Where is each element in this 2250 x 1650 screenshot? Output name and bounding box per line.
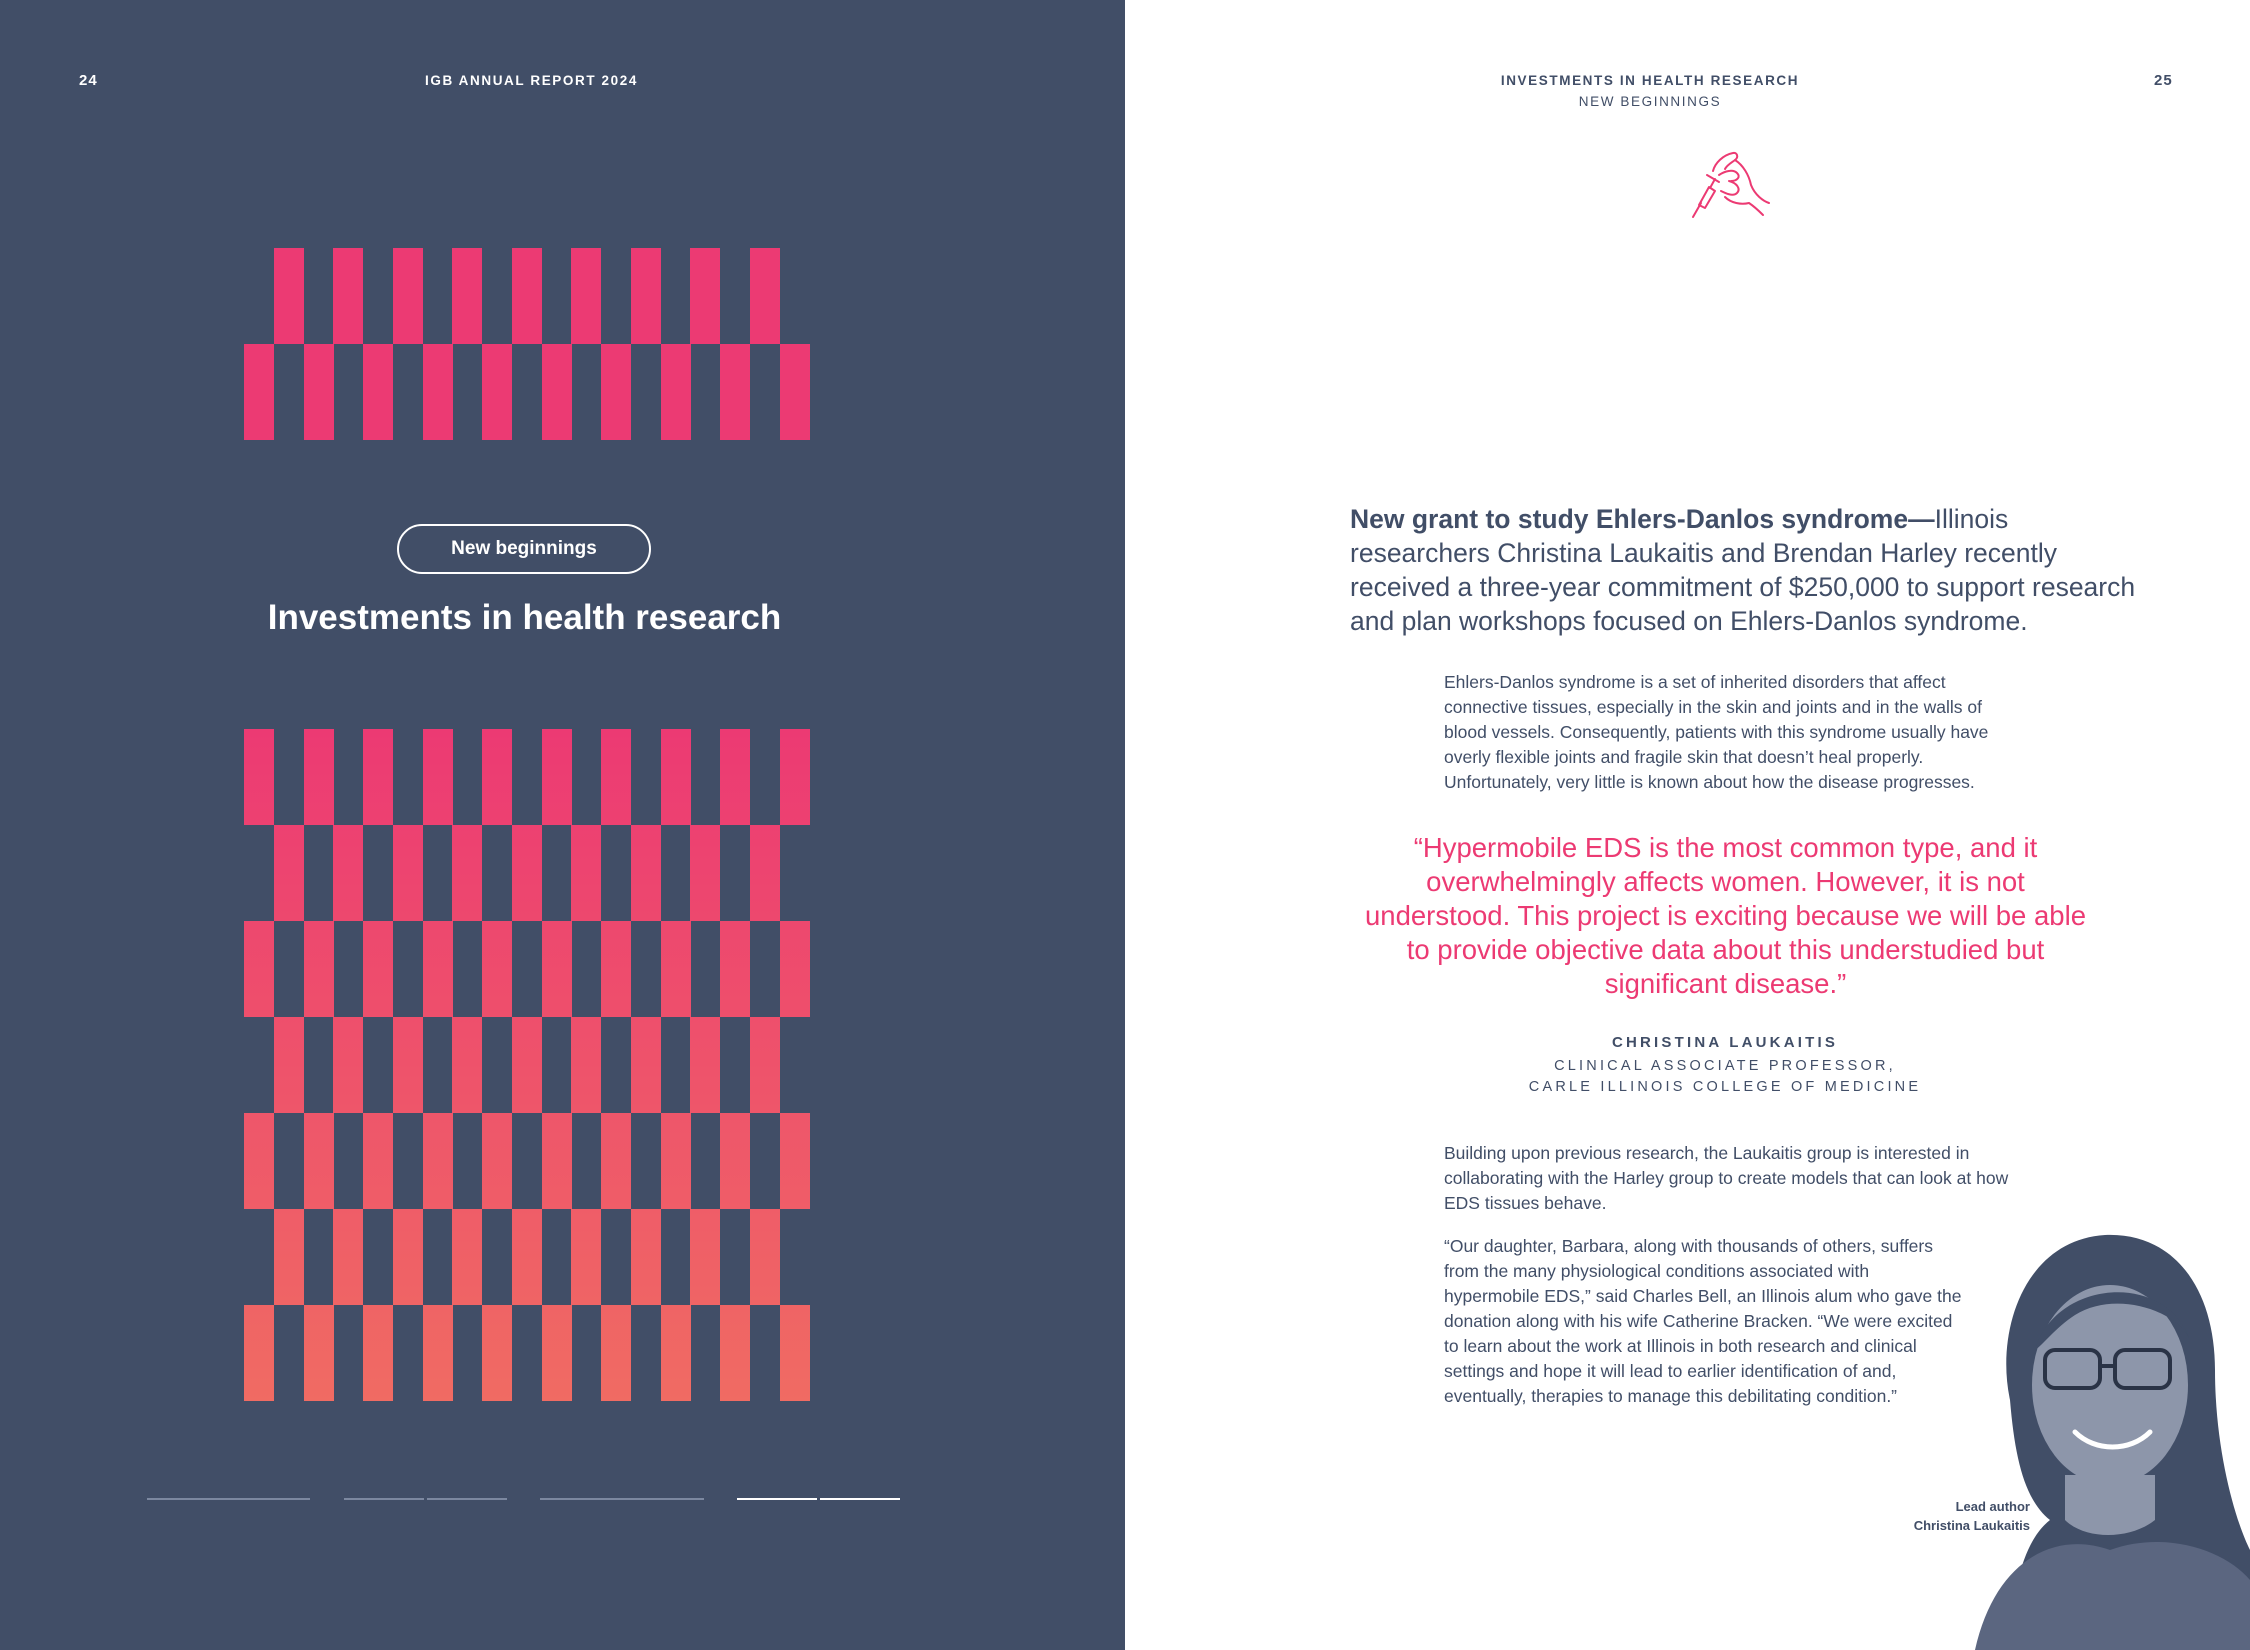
pattern-bar bbox=[333, 1017, 363, 1113]
running-head-left: IGB ANNUAL REPORT 2024 bbox=[425, 73, 638, 88]
pattern-bar bbox=[274, 825, 304, 921]
nav-line-2a bbox=[344, 1498, 424, 1500]
nav-line-2b bbox=[427, 1498, 507, 1500]
page-number-right: 25 bbox=[2154, 72, 2173, 89]
pattern-bar bbox=[720, 1305, 750, 1401]
pattern-bar bbox=[690, 825, 720, 921]
pattern-bar bbox=[631, 1017, 661, 1113]
pattern-bar bbox=[482, 1305, 512, 1401]
hand-holding-syringe-icon bbox=[1685, 145, 1771, 223]
pattern-bar bbox=[542, 1305, 572, 1401]
pattern-bar bbox=[333, 248, 363, 344]
running-head-title: INVESTMENTS IN HEALTH RESEARCH bbox=[1500, 73, 1800, 88]
pattern-bar bbox=[274, 1209, 304, 1305]
pattern-bar bbox=[274, 248, 304, 344]
pattern-bar bbox=[244, 1305, 274, 1401]
pattern-bar bbox=[393, 248, 423, 344]
pattern-bar bbox=[720, 921, 750, 1017]
pattern-bar bbox=[393, 1017, 423, 1113]
pattern-bar bbox=[244, 344, 274, 440]
pattern-bar bbox=[571, 1209, 601, 1305]
photo-caption bbox=[1745, 1497, 2030, 1535]
lead-paragraph bbox=[1350, 502, 2140, 638]
caption-line-1: Lead author bbox=[1955, 1499, 2030, 1514]
pattern-bar bbox=[542, 729, 572, 825]
pattern-bar bbox=[482, 344, 512, 440]
pattern-bar bbox=[512, 1017, 542, 1113]
pattern-bar bbox=[274, 1017, 304, 1113]
body-paragraph-3: “Our daughter, Barbara, along with thousands of others, suffers from the many physiological conditions associated with hypermobile EDS,” said Charles Bell, an Illinois alum who gave the donation along with his wife Catherine Bracken. “We were excited to learn about the work at Illinois in both research and clinical settings and hope it will lead to earlier identification of and, eventually, therapies to manage this debilitating condition.” bbox=[1444, 1236, 1962, 1406]
pattern-bar bbox=[542, 1113, 572, 1209]
pattern-bar bbox=[780, 729, 810, 825]
running-head-right bbox=[1450, 73, 1850, 109]
body-paragraph-1: Ehlers-Danlos syndrome is a set of inherited disorders that affect connective tissues, especially in the skin and joints and in the walls of blood vessels. Consequently, patients with this syndrome usually have overly flexible joints and fragile skin that doesn’t heal properly. Unfortunately, very little is known about how the disease progresses. bbox=[1444, 672, 1989, 792]
lead-text: Illinois researchers Christina Laukaitis and Brendan Harley recently received a three-year commitment of $250,000 to support research and plan workshops focused on Ehlers-Danlos syndrome. bbox=[1350, 504, 2136, 636]
pattern-bar bbox=[542, 344, 572, 440]
caption-line-2: Christina Laukaitis bbox=[1913, 1518, 2030, 1533]
pattern-bar bbox=[780, 344, 810, 440]
nav-line-3 bbox=[540, 1498, 704, 1500]
section-title: Investments in health research bbox=[267, 598, 782, 637]
attribution-name: CHRISTINA LAUKAITIS bbox=[1611, 1034, 1839, 1051]
pattern-bar bbox=[304, 1305, 334, 1401]
pattern-bar bbox=[750, 1017, 780, 1113]
pattern-bar bbox=[780, 1113, 810, 1209]
pattern-bar bbox=[363, 921, 393, 1017]
pattern-bar bbox=[452, 825, 482, 921]
quote-attribution bbox=[1425, 1034, 2025, 1098]
pattern-bar bbox=[452, 1017, 482, 1113]
attribution-role-2: CARLE ILLINOIS COLLEGE OF MEDICINE bbox=[1528, 1079, 1922, 1095]
pattern-bar bbox=[780, 1305, 810, 1401]
pattern-bar bbox=[661, 1113, 691, 1209]
pattern-bar bbox=[571, 1017, 601, 1113]
body-paragraph-2: Building upon previous research, the Laukaitis group is interested in collaborating with the Harley group to create models that can look at how EDS tissues behave. bbox=[1444, 1143, 2009, 1213]
pattern-bar bbox=[661, 1305, 691, 1401]
attribution-role-1: CLINICAL ASSOCIATE PROFESSOR, bbox=[1554, 1058, 1896, 1074]
running-head-subtitle: NEW BEGINNINGS bbox=[1578, 94, 1722, 109]
pattern-bar bbox=[482, 1113, 512, 1209]
pattern-bar bbox=[512, 825, 542, 921]
portrait-photo bbox=[1915, 1220, 2250, 1650]
pattern-bar bbox=[333, 825, 363, 921]
pattern-bar bbox=[690, 1209, 720, 1305]
section-pill: New beginnings bbox=[397, 524, 651, 574]
pattern-bar bbox=[661, 344, 691, 440]
pattern-bar bbox=[661, 729, 691, 825]
pattern-bar bbox=[601, 1113, 631, 1209]
pattern-bar bbox=[601, 1305, 631, 1401]
pattern-bar bbox=[244, 1113, 274, 1209]
pattern-bar bbox=[750, 825, 780, 921]
pattern-bar bbox=[423, 1113, 453, 1209]
page-number-left: 24 bbox=[79, 72, 98, 89]
pattern-bar bbox=[720, 729, 750, 825]
pattern-bar bbox=[631, 1209, 661, 1305]
pattern-bar bbox=[631, 248, 661, 344]
pattern-bar bbox=[542, 921, 572, 1017]
pattern-bar bbox=[393, 825, 423, 921]
pattern-bar bbox=[363, 1113, 393, 1209]
pattern-bar bbox=[601, 729, 631, 825]
pattern-bar bbox=[482, 729, 512, 825]
pattern-bar bbox=[631, 825, 661, 921]
pattern-bar bbox=[304, 1113, 334, 1209]
pattern-bar bbox=[601, 344, 631, 440]
pattern-bar bbox=[690, 1017, 720, 1113]
pattern-bar bbox=[571, 248, 601, 344]
pattern-bar bbox=[423, 729, 453, 825]
pattern-bar bbox=[304, 344, 334, 440]
pattern-bar bbox=[452, 1209, 482, 1305]
pattern-bar bbox=[244, 921, 274, 1017]
pattern-bar bbox=[601, 921, 631, 1017]
pattern-bar bbox=[482, 921, 512, 1017]
pattern-bar bbox=[363, 729, 393, 825]
nav-line-4b bbox=[820, 1498, 900, 1500]
right-page bbox=[1125, 0, 2250, 1650]
nav-line-1 bbox=[147, 1498, 310, 1500]
pull-quote: “Hypermobile EDS is the most common type, and it overwhelmingly affects women. However, it is not understood. This project is exciting because we will be able to provide objective data about this understudied but significant disease.” bbox=[1364, 832, 2086, 999]
pattern-bar bbox=[423, 344, 453, 440]
pattern-bar bbox=[423, 1305, 453, 1401]
pattern-bar bbox=[720, 1113, 750, 1209]
pattern-bar bbox=[363, 1305, 393, 1401]
pattern-bar bbox=[512, 248, 542, 344]
nav-line-4a bbox=[737, 1498, 817, 1500]
pattern-bar bbox=[452, 248, 482, 344]
pattern-bar bbox=[750, 248, 780, 344]
pattern-bar bbox=[690, 248, 720, 344]
pattern-bar bbox=[571, 825, 601, 921]
pattern-bar bbox=[720, 344, 750, 440]
pattern-bar bbox=[750, 1209, 780, 1305]
pattern-bar bbox=[423, 921, 453, 1017]
pattern-bar bbox=[363, 344, 393, 440]
pattern-bar bbox=[780, 921, 810, 1017]
pattern-bar bbox=[393, 1209, 423, 1305]
pattern-bar bbox=[661, 921, 691, 1017]
pattern-bar bbox=[244, 729, 274, 825]
pattern-bar bbox=[304, 921, 334, 1017]
pattern-bar bbox=[304, 729, 334, 825]
pattern-bar bbox=[512, 1209, 542, 1305]
pattern-bar bbox=[333, 1209, 363, 1305]
lead-bold: New grant to study Ehlers-Danlos syndrome— bbox=[1350, 504, 1935, 534]
